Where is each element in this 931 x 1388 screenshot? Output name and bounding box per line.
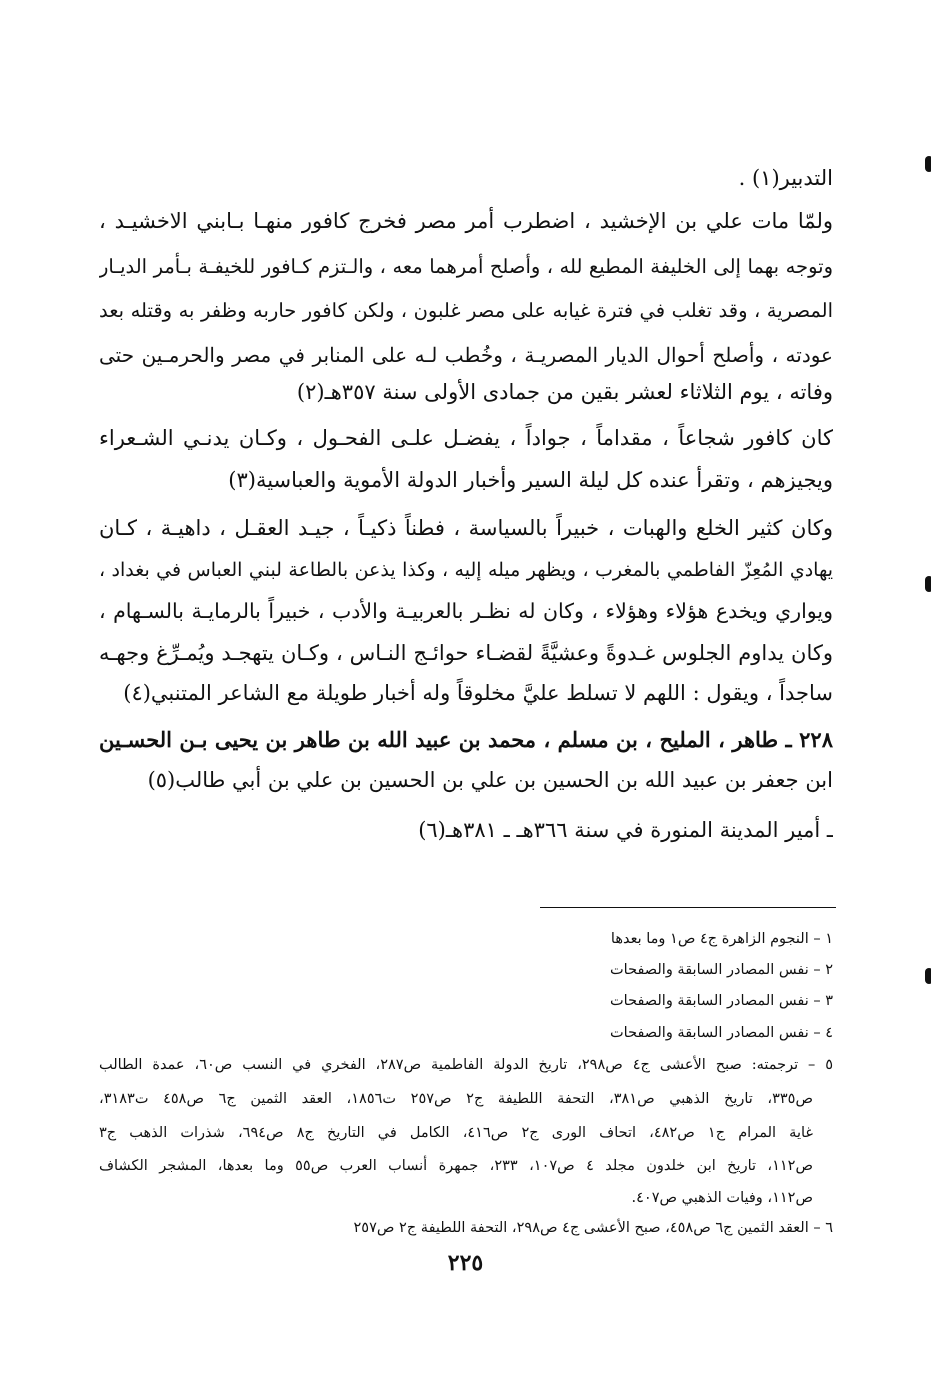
text-line: وكان كثير الخلع والهبات ، خبيراً بالسياسة ، فطناً ذكيـاً ، جيـد العقـل ، داهيـة ، كـان [99,516,833,540]
text-line: ولمّا مات علي بن الإخشيد ، اضطرب أمر مصر فخرج كافور منهـا بـابني الاخشيـد ، [99,209,833,233]
footnote: ١ – النجوم الزاهرة ج٤ ص١ وما بعدها [610,931,833,947]
footnote: ٣ – نفس المصادر السابقة والصفحات [610,993,833,1009]
margin-bullet-bottom [925,968,931,984]
text-line: وفاته ، يوم الثلاثاء لعشر بقين من جمادى الأولى سنة ٣٥٧هـ(٢) [296,380,833,404]
text-line: كان كافور شجاعاً ، مقداماً ، جواداً ، يفضـل علـى الفحـول ، وكـان يدنـي الشـعراء [99,426,833,450]
page-number: ٢٢٥ [447,1250,484,1276]
footnote-continuation: ص٣٣٥، تاريخ الذهبي ص٣٨١، التحفة اللطيفة ج٢ ص٢٥٧ ت١٨٥٦، العقد الثمين ج٦ ص٤٥٨ ت٣١٨٣، [99,1091,813,1107]
margin-bullet-middle [925,576,931,592]
text-line: وكان يداوم الجلوس غـدوةً وعشيَّةً لقضـاء حوائـج النـاس ، وكـان يتهجـد ويُمـرِّغ وجهـه [99,641,833,665]
footnote-continuation: ص١١٢، تاريخ ابن خلدون مجلد ٤ ص١٠٧، ٢٣٣، جمهرة أنساب العرب ص٥٥ وما بعدها، المشجر الكشاف [99,1158,813,1174]
text-line: وتوجه بهما إلى الخليفة المطيع لله ، وأصلح أمرهما معه ، والـتزم كـافور للخيفـة بـأمر الديـار [99,255,833,278]
text-line: ويجيزهم ، وتقرأ عنده كل ليلة السير وأخبار الدولة الأموية والعباسية(٣) [228,468,833,492]
footnote-separator [540,907,836,908]
entry-heading: ٢٢٨ ـ طاهر ، المليح ، بن مسلم ، محمد بن عبيد الله بن طاهر بن يحيى بـن الحسـين [99,727,833,752]
text-line: ويواري ويخدع هؤلاء وهؤلاء ، وكان له نظـر بالعربيـة والأدب ، خبيراً بالرمايـة بالسـهام ، [99,599,833,623]
footnote: ٤ – نفس المصادر السابقة والصفحات [610,1025,833,1041]
text-line: ساجداً ، ويقول : اللهم لا تسلط عليَّ مخلوقاً وله أخبار طويلة مع الشاعر المتنبي(٤) [123,681,833,705]
footnote-continuation: ص١١٢، وفيات الذهبي ص٤٠٧. [631,1190,813,1206]
text-line: التدبير(١) . [738,166,833,190]
text-line: ـ أمير المدينة المنورة في سنة ٣٦٦هـ ـ ٣٨١هـ(٦) [418,818,833,842]
footnote: ٢ – نفس المصادر السابقة والصفحات [610,962,833,978]
text-line: ابن جعفر بن عبيد الله بن الحسين بن علي بن الحسين بن علي بن أبي طالب(٥) [147,768,833,792]
text-line: يهادي المُعِزّ الفاطمي بالمغرب ، ويظهر ميله إليه ، وكذا يذعن بالطاعة لبني العباس في بغداد ، [99,559,833,581]
text-line: عودته ، وأصلح أحوال الديار المصريـة ، وخُطب لـه على المنابر في مصر والحرمـين حتى [99,343,833,367]
text-line: المصرية ، وقد تغلب في فترة غيابه على مصر غلبون ، ولكن كافور حاربه وظفر به وقتله بعد [99,299,833,322]
margin-bullet-top [925,156,931,172]
footnote-continuation: غاية المرام ج١ ص٤٨٢، اتحاف الورى ج٢ ص٤١٦، الكامل في التاريخ ج٨ ص٦٩٤، شذرات الذهب ج٣ [99,1125,813,1141]
footnote: ٦ – العقد الثمين ج٦ ص٤٥٨، صبح الأعشى ج٤ ص٢٩٨، التحفة اللطيفة ج٢ ص٢٥٧ [353,1220,833,1236]
footnote: ٥ – ترجمته: صبح الأعشى ج٤ ص٢٩٨، تاريخ الدولة الفاطمية ص٢٨٧، الفخري في النسب ص٦٠، عمدة الطالب [99,1057,833,1073]
